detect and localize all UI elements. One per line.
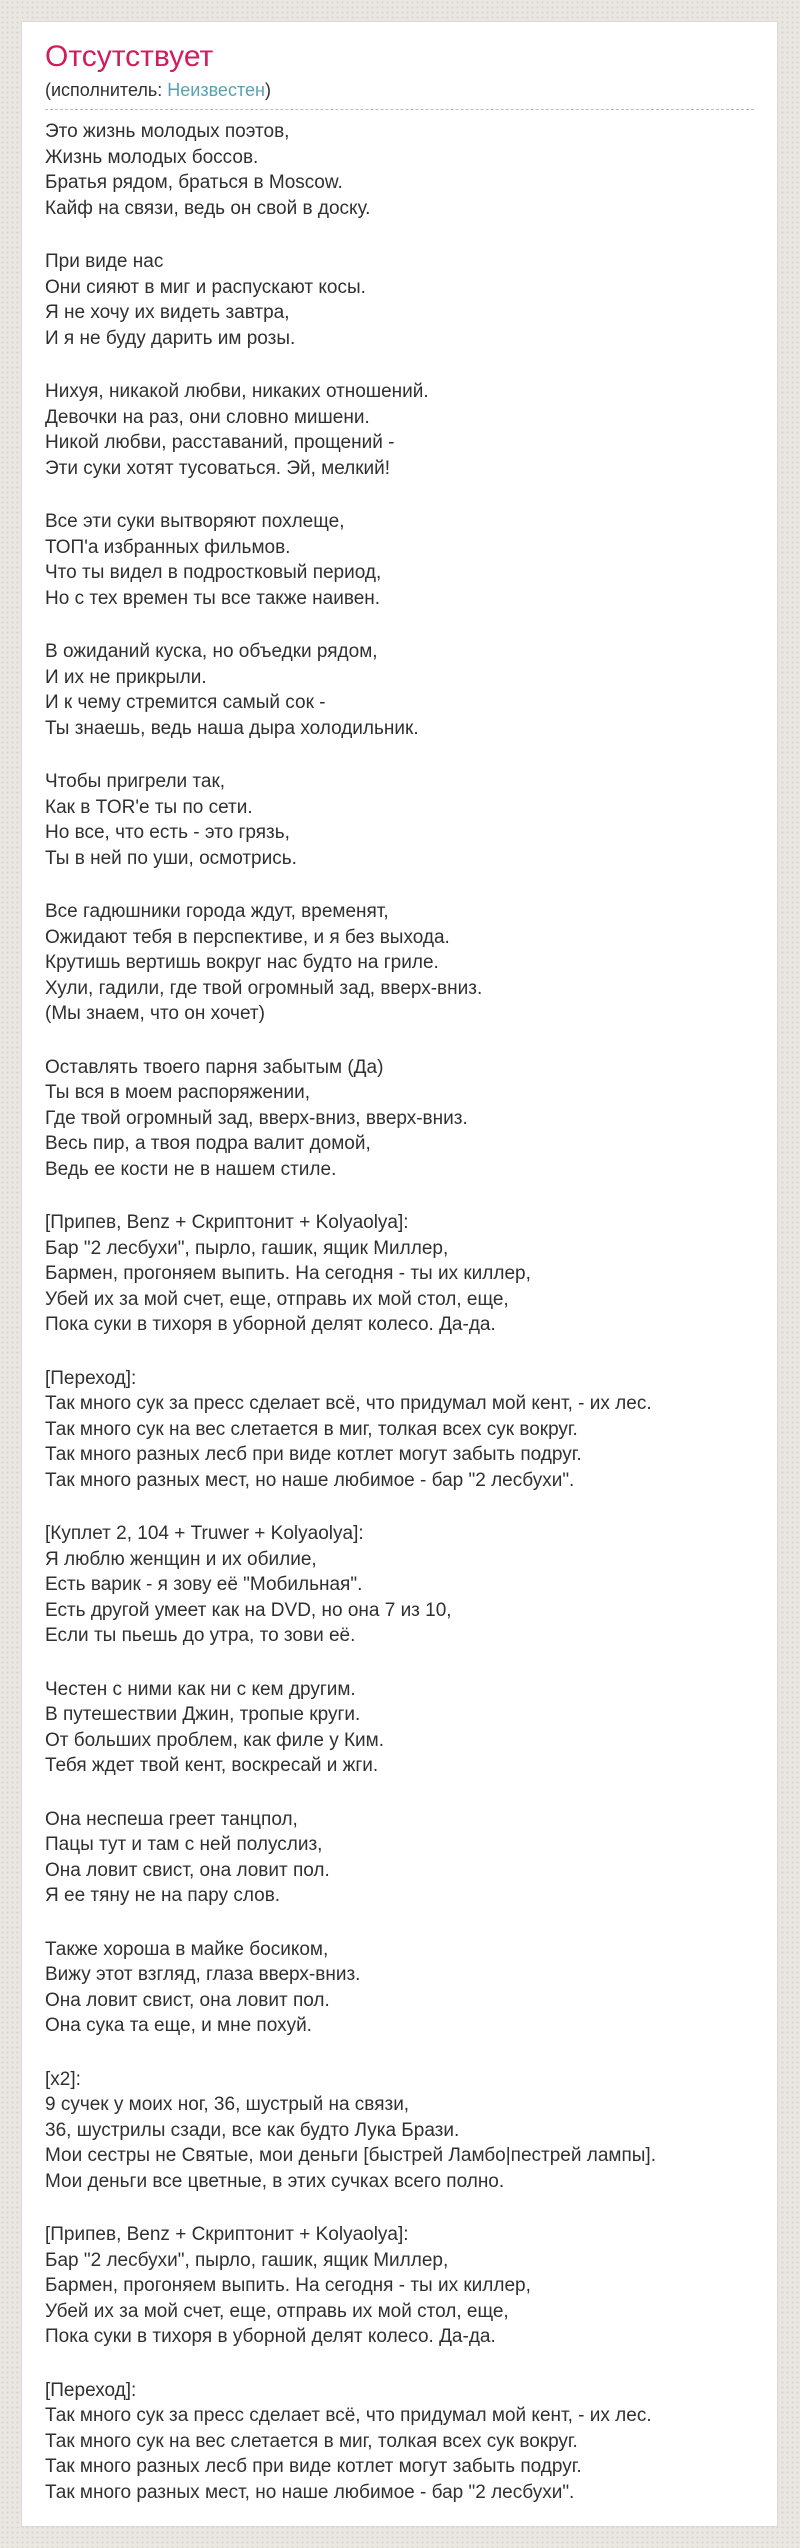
lyrics-stanza: Она неспеша греет танцпол, Пацы тут и там с ней полуслиз, Она ловит свист, она ловит пол. Я ее тяну не на пару слов. xyxy=(45,1808,330,1906)
lyrics-stanza: Все гадюшники города ждут, временят, Ожидают тебя в перспективе, и я без выхода. Крутишь вертишь вокруг нас будто на гриле. Хули, гадили, где твой огромный зад, вверх-вниз. (Мы знаем, что он хочет) xyxy=(45,901,483,1024)
lyrics-stanza: Все эти суки вытворяют похлеще, ТОП'а избранных фильмов. Что ты видел в подростковый период, Но с тех времен ты все также наивен. xyxy=(45,511,382,609)
lyrics-stanza: Честен с ними как ни с кем другим. В путешествии Джин, тропые круги. От больших проблем, как филе у Ким. Тебя ждет твой кент, воскресай и жги. xyxy=(45,1678,385,1776)
lyrics-stanza: Оставлять твоего парня забытым (Да) Ты вся в моем распоряжении, Где твой огромный зад, вверх-вниз, вверх-вниз. Весь пир, а твоя подра валит домой, Ведь ее кости не в нашем стиле. xyxy=(45,1056,468,1180)
artist-label-prefix: (исполнитель: xyxy=(45,80,168,100)
artist-label-suffix: ) xyxy=(264,80,271,100)
page-background xyxy=(0,21,800,2548)
song-title: Отсутствует xyxy=(45,40,214,73)
lyrics-stanza: Чтобы пригрели так, Как в TOR'е ты по сети. Но все, что есть - это грязь, Ты в ней по уши, осмотрись. xyxy=(45,771,297,869)
lyrics-stanza: [Припев, Benz + Скриптонит + Kolyaolya]: Бар "2 лесбухи", пырло, гашик, ящик Миллер, Бармен, прогоняем выпить. На сегодня - ты их киллер, Убей их за мой счет, еще, отправь их мой стол, еще, Пока суки в тихоря в уборной делят колесо. Да-да. xyxy=(45,2224,531,2347)
lyrics-stanza: Это жизнь молодых поэтов, Жизнь молодых боссов. Братья рядом, браться в Moscow. Кайф на связи, ведь он свой в доску. xyxy=(45,121,371,219)
content-panel xyxy=(21,21,778,2527)
lyrics-stanza: [Переход]: Так много сук за пресс сделает всё, что придумал мой кент, - их лес. Так много сук на вес слетается в миг, толкая всех сук вокруг. Так много разных лесб при виде котлет могут забыть подруг. Так много разных мест, но наше любимое - бар "2 лесбухи". xyxy=(45,2379,652,2503)
artist-link[interactable]: Неизвестен xyxy=(167,80,265,100)
dashed-divider xyxy=(45,109,754,110)
lyrics-stanza: Нихуя, никакой любви, никаких отношений. Девочки на раз, они словно мишени. Никой любви, расставаний, прощений - Эти суки хотят тусоваться. Эй, мелкий! xyxy=(45,381,429,479)
lyrics xyxy=(45,119,754,2505)
lyrics-stanza: [x2]: 9 сучек у моих ног, 36, шустрый на связи, 36, шустрилы сзади, все как будто Лука Брази. Мои сестры не Святые, мои деньги [быстрей Ламбо|пестрей лампы]. Мои деньги все цветные, в этих сучках всего полно. xyxy=(45,2068,656,2192)
lyrics-stanza: [Переход]: Так много сук за пресс сделает всё, что придумал мой кент, - их лес. Так много сук на вес слетается в миг, толкая всех сук вокруг. Так много разных лесб при виде котлет могут забыть подруг. Так много разных мест, но наше любимое - бар "2 лесбухи". xyxy=(45,1367,652,1491)
lyrics-stanza: Также хороша в майке босиком, Вижу этот взгляд, глаза вверх-вниз. Она ловит свист, она ловит пол. Она сука та еще, и мне похуй. xyxy=(45,1938,361,2036)
lyrics-stanza: [Припев, Benz + Скриптонит + Kolyaolya]: Бар "2 лесбухи", пырло, гашик, ящик Миллер, Бармен, прогоняем выпить. На сегодня - ты их киллер, Убей их за мой счет, еще, отправь их мой стол, еще, Пока суки в тихоря в уборной делят колесо. Да-да. xyxy=(45,1212,531,1335)
lyrics-stanza: В ожиданий куска, но объедки рядом, И их не прикрыли. И к чему стремится самый сок - Ты знаешь, ведь наша дыра холодильник. xyxy=(45,641,419,739)
lyrics-stanza: При виде нас Они сияют в миг и распускают косы. Я не хочу их видеть завтра, И я не буду дарить им розы. xyxy=(45,251,366,349)
lyrics-stanza: [Куплет 2, 104 + Truwer + Kolyaolya]: Я люблю женщин и их обилие, Есть варик - я зову её "Мобильная". Есть другой умеет как на DVD, но она 7 из 10, Если ты пьешь до утра, то зови её. xyxy=(45,1523,452,1646)
artist-line xyxy=(45,78,754,102)
